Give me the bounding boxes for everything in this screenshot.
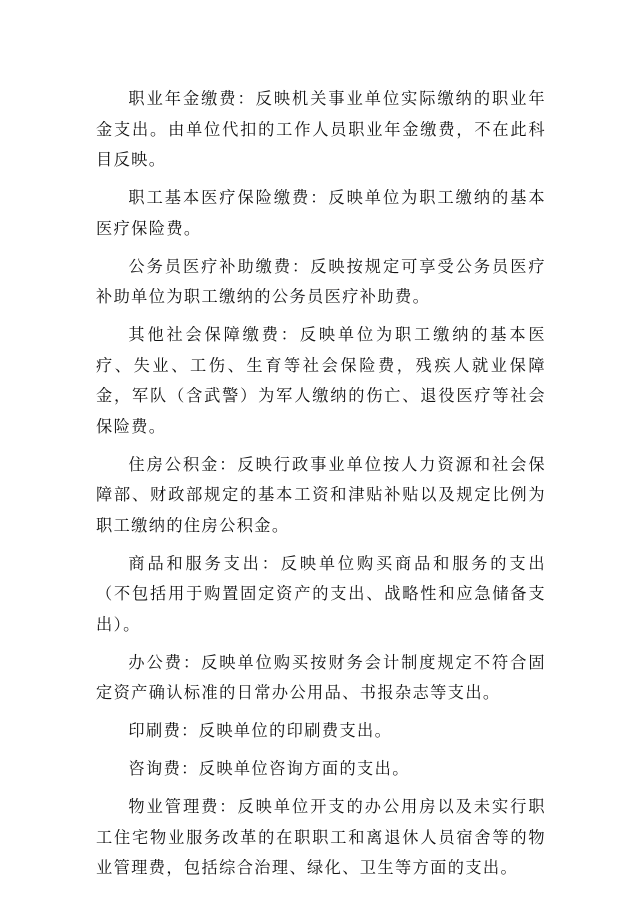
paragraph-housing-provident-fund: 住房公积金：反映行政事业单位按人力资源和社会保障部、财政部规定的基本工资和津贴补贴以及规定比例为职工缴纳的住房公积金。 (96, 454, 546, 535)
paragraph-office-expenses: 办公费：反映单位购买按财务会计制度规定不符合固定资产确认标准的日常办公用品、书报杂志等支出。 (96, 652, 546, 702)
paragraph-civil-servant-medical-subsidy: 公务员医疗补助缴费：反映按规定可享受公务员医疗补助单位为职工缴纳的公务员医疗补助费。 (96, 256, 546, 306)
paragraph-consulting-expenses: 咨询费：反映单位咨询方面的支出。 (128, 759, 410, 778)
paragraph-property-management: 物业管理费：反映单位开支的办公用房以及未实行职工住宅物业服务改革的在职职工和离退休人员宿舍等的物业管理费，包括综合治理、绿化、卫生等方面的支出。 (96, 797, 546, 877)
paragraph-occupational-annuity: 职业年金缴费：反映机关事业单位实际缴纳的职业年金支出。由单位代扣的工作人员职业年金缴费，不在此科目反映。 (96, 89, 546, 169)
paragraph-other-social-security: 其他社会保障缴费：反映单位为职工缴纳的基本医疗、失业、工伤、生育等社会保险费，残疾人就业保障金，军队（含武警）为军人缴纳的伤亡、退役医疗等社会保险费。 (96, 325, 546, 436)
document-body (96, 84, 546, 891)
paragraph-basic-medical-insurance: 职工基本医疗保险缴费：反映单位为职工缴纳的基本医疗保险费。 (96, 188, 546, 238)
paragraph-printing-expenses: 印刷费：反映单位的印刷费支出。 (128, 721, 393, 740)
paragraph-goods-and-services: 商品和服务支出：反映单位购买商品和服务的支出（不包括用于购置固定资产的支出、战略性和应急储备支出）。 (96, 553, 546, 634)
